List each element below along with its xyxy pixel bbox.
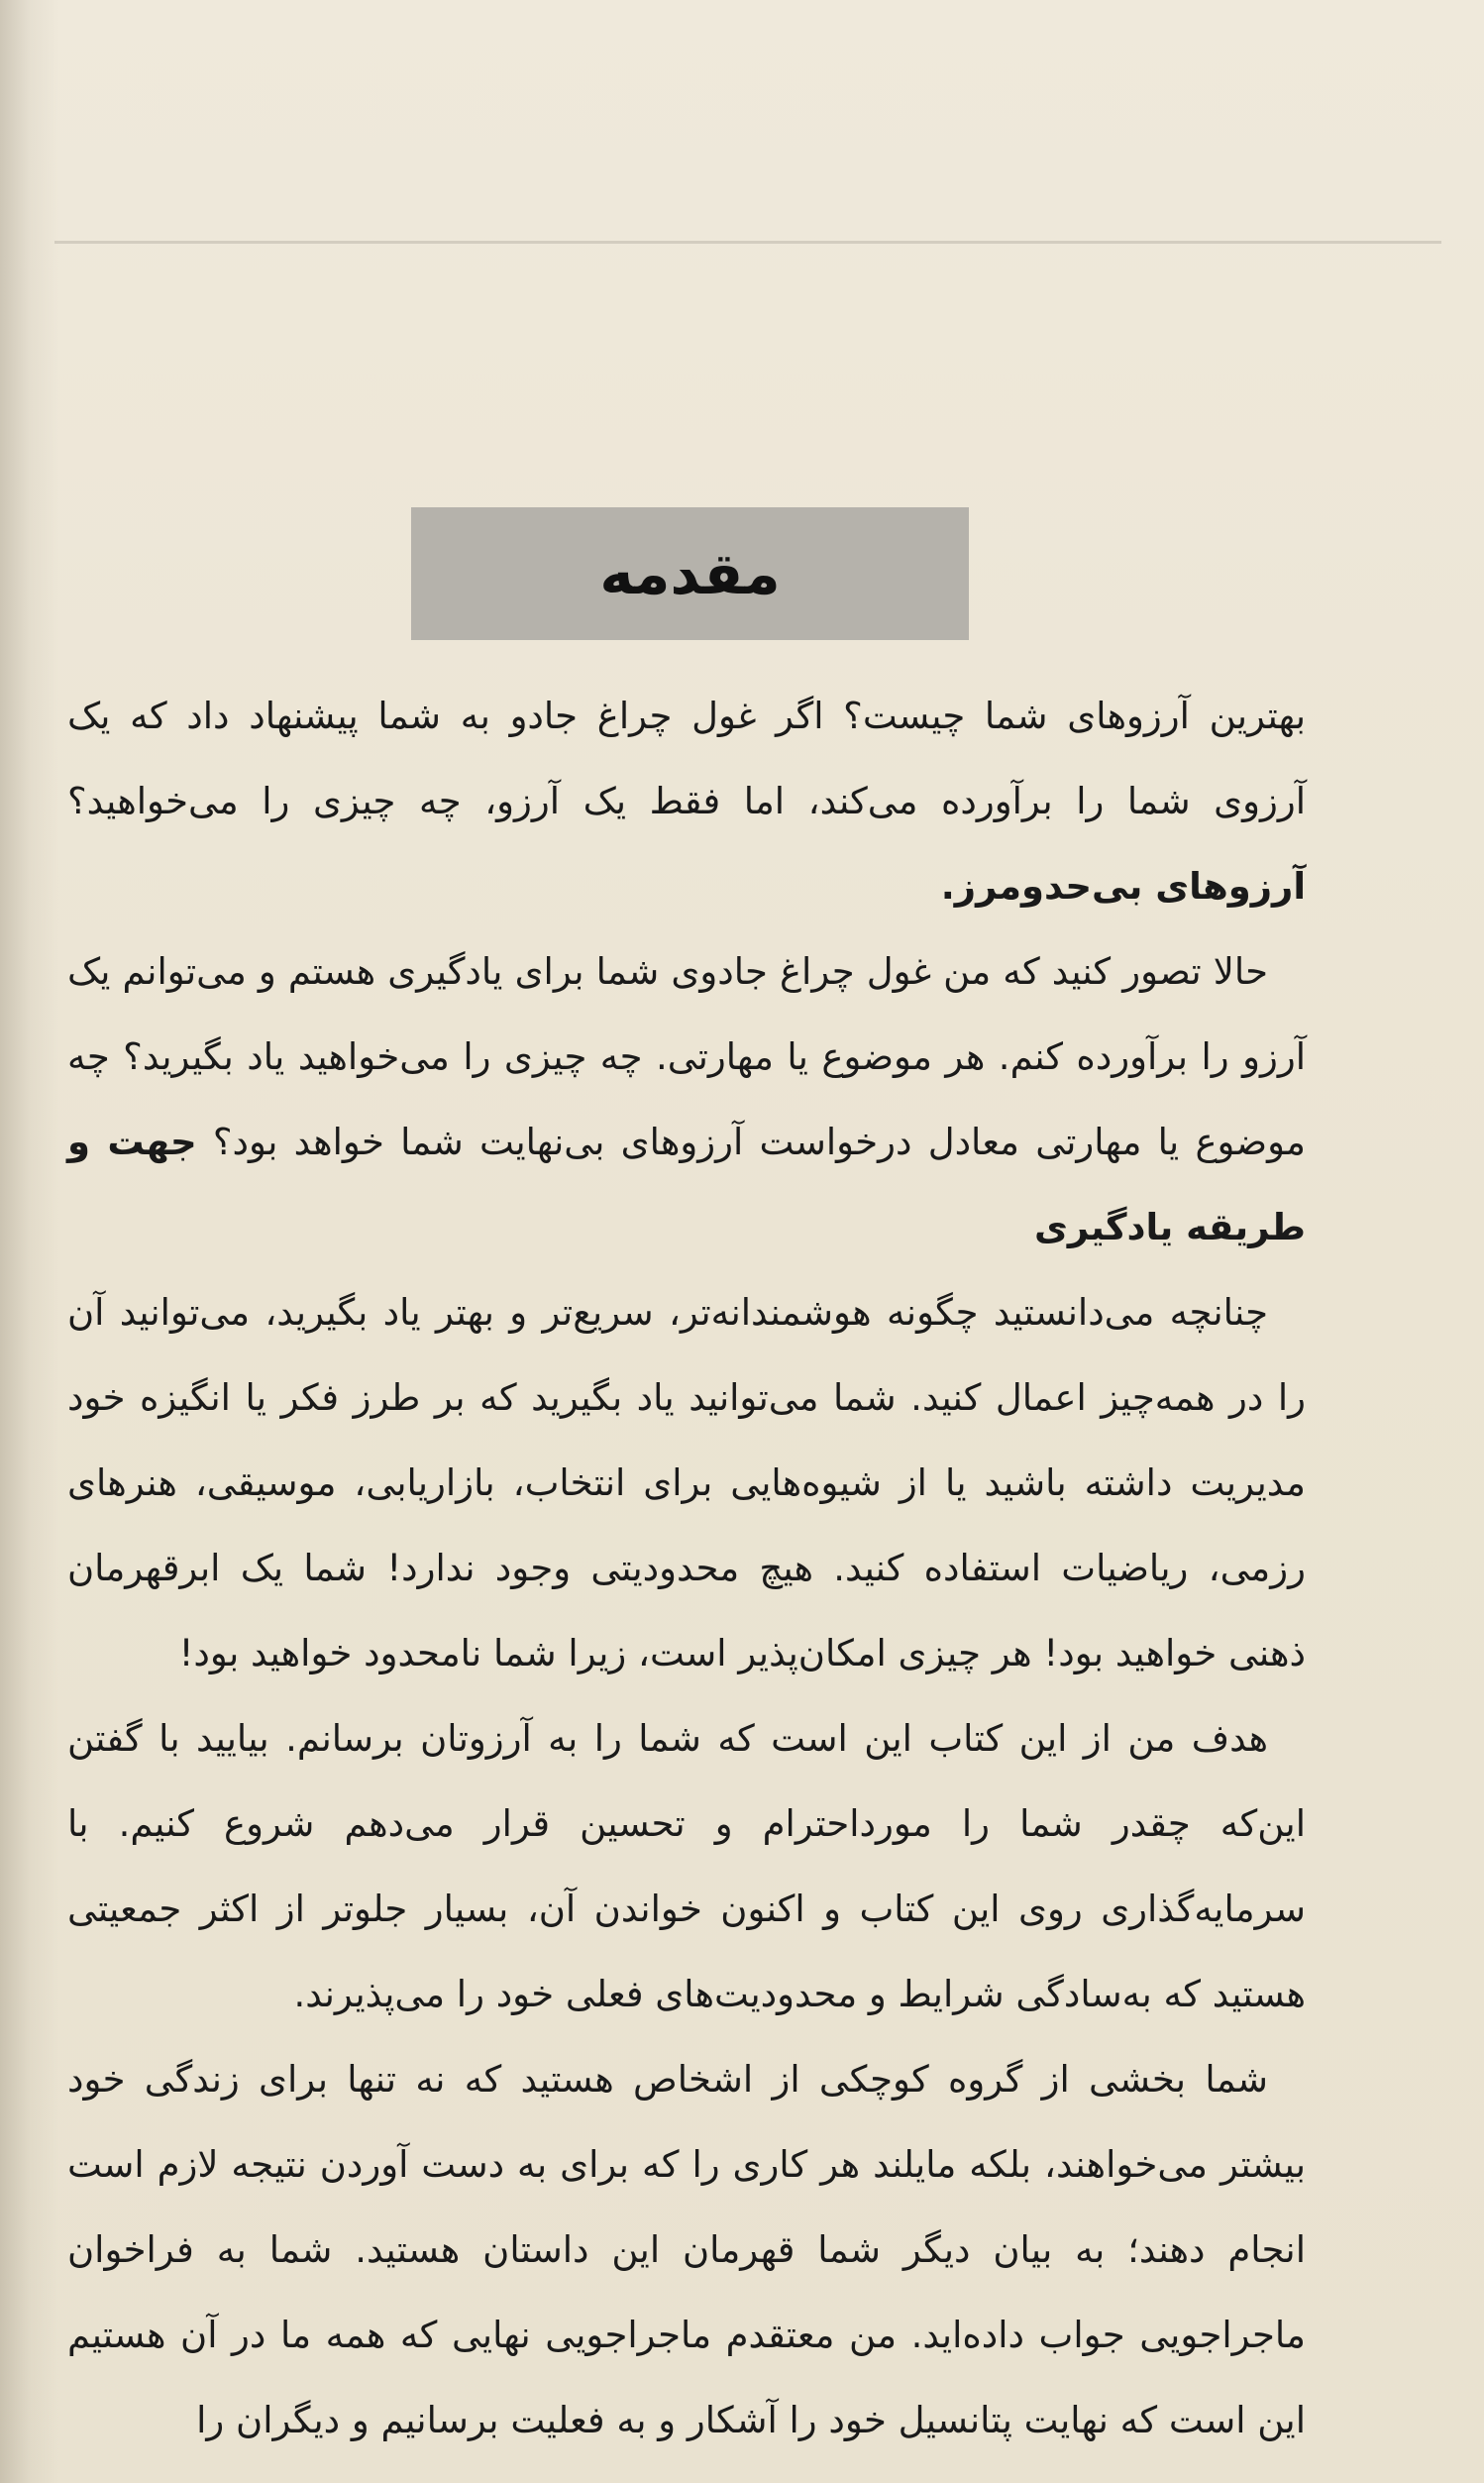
paragraph bbox=[67, 1270, 1306, 1696]
body-text bbox=[67, 674, 1306, 2463]
paragraph-bold-text: جهت و طریقه یادگیری bbox=[67, 1121, 1306, 1248]
paragraph-text: هدف من از این کتاب این است که شما را به آرزوتان برسانم. بیایید با گفتن این‌که چقدر شما را مورداحترام و تحسین قرار می‌دهم شروع کنیم. با سرمایه‌گذاری روی این کتاب و اکنون خواندن آن، بسیار جلوتر از اکثر جمعیتی هستید که به‌سادگی شرایط و محدودیت‌های فعلی خود را می‌پذیرند. bbox=[67, 1717, 1306, 2015]
paragraph bbox=[67, 1696, 1306, 2037]
title-box bbox=[411, 507, 969, 640]
paragraph-text: شما بخشی از گروه کوچکی از اشخاص هستید که نه تنها برای زندگی خود بیشتر می‌خواهند، بلکه مایلند هر کاری را که برای به دست آوردن نتیجه لازم است انجام دهند؛ به بیان دیگر شما قهرمان این داستان هستید. شما به فراخوان ماجراجویی جواب داده‌اید. من معتقدم ماجراجویی نهایی که همه ما در آن هستیم این است که نهایت پتانسیل خود را آشکار و به فعلیت برسانیم و دیگران را bbox=[67, 2058, 1306, 2441]
header-rule bbox=[54, 241, 1441, 244]
paragraph-text: چنانچه می‌دانستید چگونه هوشمندانه‌تر، سریع‌تر و بهتر یاد بگیرید، می‌توانید آن را در همه‌چیز اعمال کنید. شما می‌توانید یاد بگیرید که بر طرز فکر یا انگیزه خود مدیریت داشته باشید یا از شیوه‌هایی برای انتخاب، بازاریابی، موسیقی، هنرهای رزمی، ریاضیات استفاده کنید. هیچ محدودیتی وجود ندارد! شما یک ابرقهرمان ذهنی خواهید بود! هر چیزی امکان‌پذیر است، زیرا شما نامحدود خواهید بود! bbox=[67, 1291, 1306, 1674]
paragraph bbox=[67, 929, 1306, 1270]
paragraph-text: بهترین آرزوهای شما چیست؟ اگر غول چراغ جادو به شما پیشنهاد داد که یک آرزوی شما را برآورده می‌کند، اما فقط یک آرزو، چه چیزی را می‌خواهید؟ bbox=[67, 695, 1306, 822]
paragraph bbox=[67, 674, 1306, 929]
paragraph-bold-text: آرزوهای بی‌حدومرز. bbox=[940, 865, 1306, 908]
paragraph-text: حالا تصور کنید که من غول چراغ جادوی شما برای یادگیری هستم و می‌توانم یک آرزو را برآورده کنم. هر موضوع یا مهارتی. چه چیزی را می‌خواهید یاد بگیرید؟ چه موضوع یا مهارتی معادل درخواست آرزوهای بی‌نهایت شما خواهد بود؟ bbox=[67, 950, 1306, 1163]
chapter-title: مقدمه bbox=[599, 540, 781, 607]
paragraph bbox=[67, 2037, 1306, 2463]
